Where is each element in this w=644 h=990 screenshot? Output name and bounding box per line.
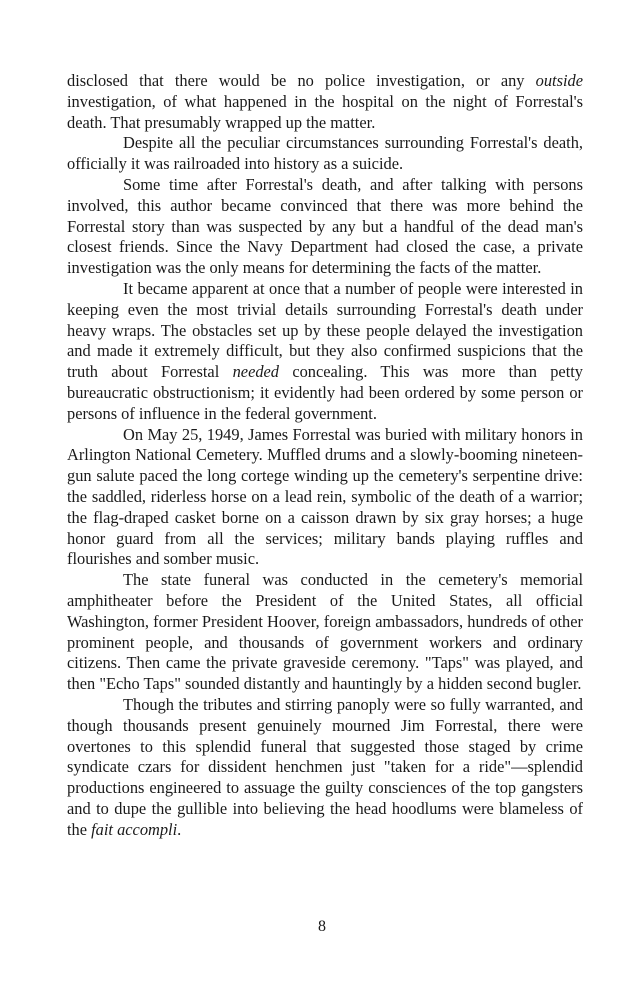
paragraph-1-italic-outside: outside (535, 71, 583, 90)
paragraph-4-run-3: concealing. This was more than petty bureaucratic obstructionism; it evidently had been ordered by some person or persons of influence in the federal government. (67, 362, 583, 423)
paragraph-4 (67, 279, 583, 425)
paragraph-6-run-1: The state funeral was conducted in the cemetery's memorial amphitheater before the President of the United States, all official Washington, former President Hoover, foreign ambassadors, hundreds of other prominent people, and thousands of government workers and ordinary citizens. Then came the private graveside ceremony. "Taps" was played, and then "Echo Taps" sounded distantly and hauntingly by a hidden second bugler. (67, 570, 583, 694)
paragraph-5-run-1: On May 25, 1949, James Forrestal was buried with military honors in Arlington National Cemetery. Muffled drums and a slowly-booming nineteen-gun salute paced the long cortege winding up the cemetery's serpentine drive: the saddled, riderless horse on a lead rein, symbolic of the death of a warrior; the flag-draped casket borne on a caisson drawn by six gray horses; a huge honor guard from all the services; military bands playing ruffles and flourishes and somber music. (67, 424, 583, 569)
paragraph-3 (67, 175, 583, 279)
paragraph-2-run-1: Despite all the peculiar circumstances surrounding Forrestal's death, officially it was railroaded into history as a suicide. (67, 133, 583, 174)
paragraph-7-run-1: Though the tributes and stirring panoply were so fully warranted, and though thousands present genuinely mourned Jim Forrestal, there were overtones to this splendid funeral that suggested those staged by crime syndicate czars for dissident henchmen just "taken for a ride"—splendid productions engineered to assuage the guilty consciences of the top gangsters and to dupe the gullible into believing the head hoodlums were blameless of the (67, 694, 583, 839)
paragraph-1 (67, 71, 583, 133)
paragraph-3-run-1: Some time after Forrestal's death, and after talking with persons involved, this author became convinced that there was more behind the Forrestal story than was suspected by any but a handful of the dead man's closest friends. Since the Navy Department had closed the case, a private investigation was the only means for determining the facts of the matter. (67, 174, 583, 278)
paragraph-7-italic-fait-accompli: fait accompli (91, 819, 178, 839)
paragraph-4-italic-needed: needed (232, 362, 280, 382)
page-number: 8 (318, 918, 326, 935)
paragraph-7-run-3: . (177, 819, 182, 839)
paragraph-7 (67, 695, 583, 841)
paragraph-5 (67, 425, 583, 571)
paragraph-1-run-3: investigation, of what happened in the hospital on the night of Forrestal's death. That presumably wrapped up the matter. (67, 91, 583, 132)
paragraph-6 (67, 570, 583, 695)
paragraph-2 (67, 133, 583, 175)
body-text (67, 71, 583, 840)
paragraph-4-run-1: It became apparent at once that a number of people were interested in keeping even the most trivial details surrounding Forrestal's death under heavy wraps. The obstacles set up by these people delayed the investigation and made it extremely difficult, but they also confirmed suspicions that the truth about Forrestal (67, 278, 583, 382)
paragraph-1-run-1: disclosed that there would be no police investigation, or any (67, 71, 536, 90)
